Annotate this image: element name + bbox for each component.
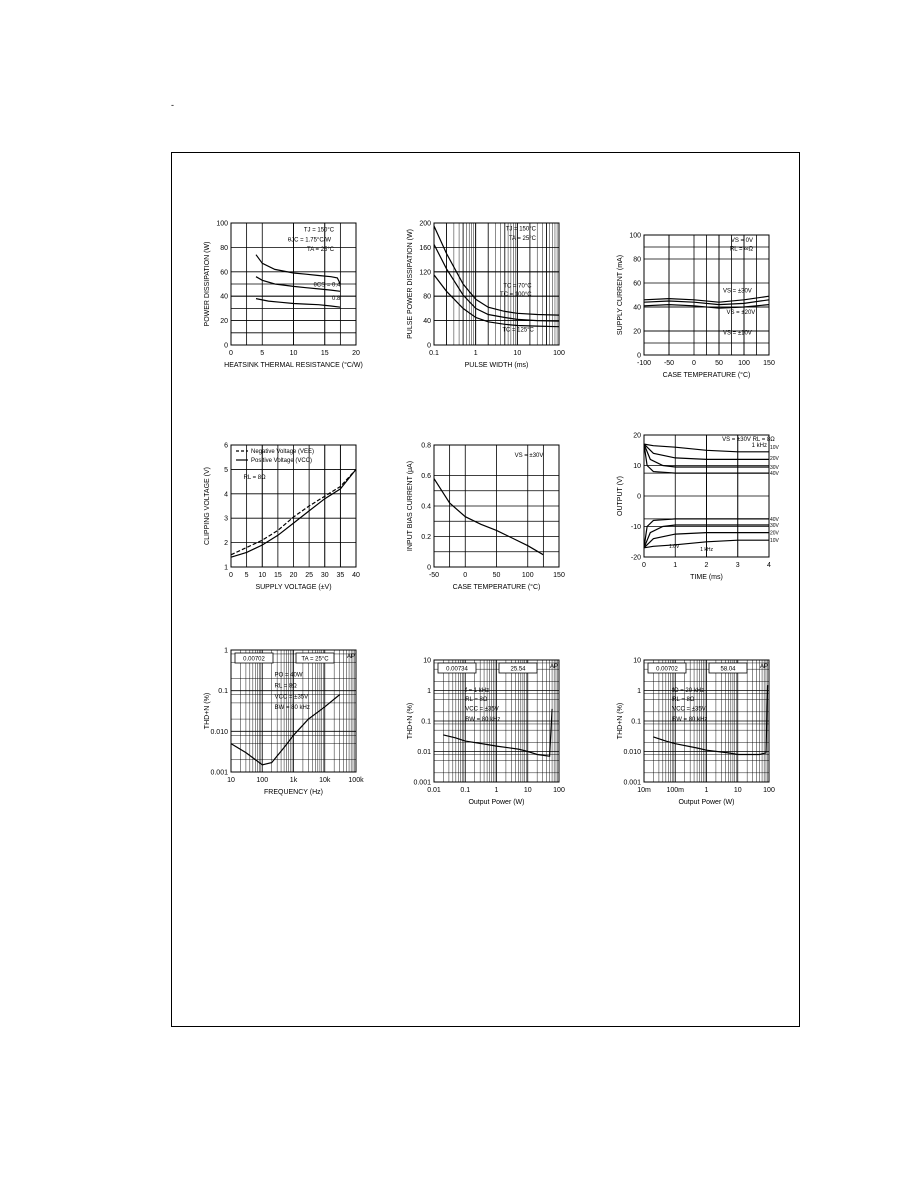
series-label: 30V <box>770 522 779 529</box>
x-tick-label: 10 <box>258 572 267 579</box>
x-tick-label: 50 <box>492 572 501 579</box>
annotation: TC = 70°C <box>503 283 532 290</box>
series-label: 30V <box>770 465 779 472</box>
y-tick-label: 1 <box>224 647 228 655</box>
x-tick-label: 1 <box>673 562 678 569</box>
annotation: VS = ±30V <box>723 288 752 295</box>
y-tick-label: 40 <box>423 318 431 326</box>
x-axis-label: CASE TEMPERATURE (°C) <box>452 584 541 591</box>
x-tick-label: 20 <box>289 572 298 579</box>
chart-pulse-power <box>398 213 573 375</box>
y-tick-label: 0.4 <box>421 503 431 511</box>
y-tick-label: 10 <box>633 657 641 665</box>
y-tick-label: 0.2 <box>421 534 431 541</box>
annotation: TA = 25°C <box>508 236 536 243</box>
y-tick-label: 1 <box>224 564 228 572</box>
y-tick-label: 20 <box>633 328 641 336</box>
chart-thd-vs-frequency <box>195 640 370 802</box>
x-tick-label: 40 <box>352 572 360 579</box>
series-line-1 <box>434 226 559 315</box>
y-tick-label: 0 <box>427 342 431 350</box>
y-tick-label: 0.01 <box>417 749 431 756</box>
x-axis-label: Output Power (W) <box>678 799 735 806</box>
annotation: BW = 80 kHz <box>465 717 501 723</box>
y-tick-label: 100 <box>216 220 228 228</box>
x-axis-label: CASE TEMPERATURE (°C) <box>662 372 751 379</box>
y-axis-label: THD+N (%) <box>407 702 414 740</box>
legend-entry: Positive Voltage (VCC) <box>251 458 313 464</box>
y-tick-label: 0 <box>637 493 641 501</box>
ap-label: AP <box>346 654 355 660</box>
annotation: TC = 125°C <box>502 327 534 334</box>
y-axis-label: POWER DISSIPATION (W) <box>204 241 211 327</box>
annotation: VS = ±10V <box>723 330 752 337</box>
y-tick-label: 80 <box>423 293 431 301</box>
y-tick-label: -10 <box>630 524 641 531</box>
x-tick-label: 2 <box>704 562 709 569</box>
x-axis-label: Output Power (W) <box>468 799 525 806</box>
page-corner-mark: - <box>171 100 174 110</box>
annotation: fO = 20 kHz <box>672 687 705 694</box>
x-tick-label: 10 <box>227 777 235 784</box>
annotation: f = 1 kHz <box>465 687 490 694</box>
series-label: 1 kHz <box>700 546 714 553</box>
chart-power-vs-heatsink <box>195 213 370 375</box>
series-label: 10V <box>770 445 779 452</box>
readout-value: 25.54 <box>510 666 526 673</box>
x-tick-label: 20 <box>352 350 360 357</box>
y-tick-label: 160 <box>419 244 431 252</box>
y-tick-label: 120 <box>419 269 431 277</box>
x-tick-label: 100k <box>348 777 364 784</box>
series-label: 20V <box>770 455 779 462</box>
chart-thd-vs-power-20khz <box>608 650 783 812</box>
y-tick-label: 0.010 <box>623 749 641 756</box>
x-tick-label: 100m <box>666 787 685 794</box>
y-tick-label: 6 <box>224 442 228 450</box>
y-tick-label: 100 <box>629 232 641 240</box>
x-tick-label: 10 <box>289 350 298 357</box>
annotation: VS = ±30V <box>514 453 544 460</box>
y-tick-label: 0.8 <box>421 442 431 450</box>
y-tick-label: 10 <box>633 463 641 470</box>
x-tick-label: 10m <box>637 787 651 794</box>
y-tick-label: 4 <box>224 491 228 499</box>
annotation: RL = 8Ω <box>243 475 266 482</box>
series-line-1 <box>434 479 543 555</box>
y-axis-label: INPUT BIAS CURRENT (μA) <box>407 460 414 552</box>
series-label: 20V <box>770 530 779 537</box>
annotation: BW = 80 kHz <box>672 717 708 723</box>
y-axis-label: THD+N (%) <box>617 702 624 740</box>
legend-entry: Negative Voltage (VEE) <box>251 449 315 455</box>
x-tick-label: 100 <box>738 360 750 367</box>
annotation: θCS = 0.4 <box>313 282 341 289</box>
series-label: 40V <box>770 516 779 523</box>
x-tick-label: 0 <box>642 562 646 569</box>
series-label: 1.0V <box>669 543 680 550</box>
y-tick-label: 2 <box>224 540 228 548</box>
ap-label: AP <box>759 664 768 670</box>
annotation: VCC = ±35V <box>465 706 499 713</box>
x-tick-label: 150 <box>763 360 775 367</box>
y-tick-label: 1 <box>637 688 641 695</box>
y-tick-label: 0.1 <box>421 718 431 726</box>
x-tick-label: 15 <box>320 350 329 357</box>
y-tick-label: 80 <box>633 256 641 264</box>
series-line-3 <box>256 299 340 308</box>
x-tick-label: 10 <box>513 350 522 357</box>
annotation: 0.8 <box>332 295 341 302</box>
x-tick-label: 150 <box>553 572 565 579</box>
annotation: RL = 8Ω <box>672 697 695 704</box>
x-tick-label: -50 <box>663 360 675 367</box>
y-tick-label: 0.1 <box>631 718 641 726</box>
annotation: VS = ±30V RL = 8Ω <box>722 437 775 444</box>
x-tick-label: -50 <box>428 572 440 579</box>
annotation: TJ = 150°C <box>303 227 335 234</box>
y-tick-label: 0.001 <box>210 769 228 777</box>
y-tick-label: 0.1 <box>218 688 228 696</box>
annotation: RL = 8Ω <box>274 683 297 690</box>
y-axis-label: SUPPLY CURRENT (mA) <box>617 254 624 336</box>
series-label: 10V <box>770 538 779 545</box>
chart-input-bias <box>398 435 573 597</box>
readout-value: TA = 25°C <box>301 656 329 663</box>
annotation: PO = 40W <box>274 672 303 679</box>
y-tick-label: 10 <box>423 657 431 665</box>
x-tick-label: 50 <box>715 360 723 367</box>
readout-value: 0.00702 <box>656 666 678 673</box>
ap-label: AP <box>549 664 558 670</box>
y-tick-label: 0.010 <box>210 728 228 736</box>
annotation: VCC = ±35V <box>672 706 706 713</box>
x-tick-label: 3 <box>735 562 740 569</box>
annotation: TC = 100°C <box>500 292 532 299</box>
x-tick-label: 0.1 <box>460 787 471 794</box>
x-tick-label: 10k <box>319 777 331 784</box>
chart-supply-current <box>608 225 783 385</box>
x-tick-label: 0 <box>229 572 233 579</box>
y-tick-label: 0 <box>637 352 641 360</box>
y-tick-label: 0.6 <box>421 473 431 480</box>
x-tick-label: 25 <box>305 572 314 579</box>
chart-turn-on <box>608 425 783 587</box>
series-line-1 <box>256 255 340 284</box>
series-line-3 <box>434 275 559 327</box>
y-tick-label: 20 <box>633 432 641 440</box>
y-tick-label: 40 <box>220 293 228 301</box>
x-tick-label: 5 <box>244 572 249 579</box>
y-tick-label: 1 <box>427 688 431 695</box>
x-tick-label: 1k <box>289 777 298 784</box>
y-tick-label: 0.001 <box>413 779 431 787</box>
y-tick-label: 0.001 <box>623 779 641 787</box>
x-tick-label: 100 <box>553 350 565 357</box>
x-tick-label: 10 <box>523 787 532 794</box>
x-tick-label: 35 <box>336 572 345 579</box>
y-tick-label: 0 <box>224 342 228 350</box>
y-tick-label: 80 <box>220 244 228 252</box>
x-tick-label: 100 <box>763 787 775 794</box>
x-axis-label: PULSE WIDTH (ms) <box>464 362 529 369</box>
x-tick-label: 15 <box>273 572 282 579</box>
annotation: VS = ±20V <box>726 310 756 317</box>
annotation: TA = 25°C <box>306 247 335 254</box>
annotation: 1 kHz <box>751 443 767 450</box>
chart-clipping-voltage <box>195 435 370 597</box>
annotation: VS = 0V <box>730 238 753 245</box>
y-axis-label: THD+N (%) <box>204 692 211 730</box>
annotation: VCC = ±35V <box>274 694 309 701</box>
readout-value: 58.04 <box>720 666 736 673</box>
annotation: θJC = 1.75°C/W <box>287 237 331 244</box>
annotation: RL = ∞Ω <box>729 246 753 253</box>
x-tick-label: 1 <box>704 787 709 794</box>
x-tick-label: -100 <box>636 360 652 367</box>
x-axis-label: HEATSINK THERMAL RESISTANCE (°C/W) <box>224 362 363 369</box>
annotation: TJ = 150°C <box>505 226 536 233</box>
readout-value: 0.00734 <box>446 666 468 673</box>
y-tick-label: -20 <box>630 554 641 562</box>
annotation: RL = 8Ω <box>465 697 488 704</box>
chart-thd-vs-power-1khz <box>398 650 573 812</box>
x-tick-label: 5 <box>260 350 265 357</box>
annotation: BW = 80 kHz <box>274 705 310 712</box>
x-tick-label: 0.01 <box>427 787 441 794</box>
readout-value: 0.00702 <box>243 656 265 663</box>
x-tick-label: 10 <box>733 787 742 794</box>
series-line-1 <box>443 706 552 756</box>
x-tick-label: 100 <box>256 777 269 784</box>
x-tick-label: 30 <box>320 572 329 579</box>
y-axis-label: CLIPPING VOLTAGE (V) <box>204 467 211 545</box>
y-tick-label: 60 <box>220 269 228 277</box>
y-tick-label: 20 <box>220 318 228 326</box>
x-tick-label: 0.1 <box>429 350 439 357</box>
x-axis-label: TIME (ms) <box>690 574 723 581</box>
y-tick-label: 60 <box>633 280 641 288</box>
y-axis-label: PULSE POWER DISSIPATION (W) <box>407 229 414 339</box>
y-axis-label: OUTPUT (V) <box>617 476 624 516</box>
series-label: 40V <box>770 471 779 478</box>
x-axis-label: FREQUENCY (Hz) <box>264 789 323 796</box>
x-tick-label: 100 <box>521 572 534 579</box>
y-tick-label: 40 <box>633 304 641 312</box>
y-tick-label: 0 <box>427 564 431 572</box>
x-tick-label: 0 <box>692 360 696 367</box>
x-axis-label: SUPPLY VOLTAGE (±V) <box>255 584 332 591</box>
y-tick-label: 200 <box>419 220 431 228</box>
x-tick-label: 4 <box>767 562 771 569</box>
x-tick-label: 0 <box>463 572 468 579</box>
y-tick-label: 3 <box>224 515 228 523</box>
x-tick-label: 1 <box>473 350 478 357</box>
x-tick-label: 0 <box>229 350 233 357</box>
x-tick-label: 1 <box>494 787 499 794</box>
x-tick-label: 100 <box>553 787 565 794</box>
y-tick-label: 5 <box>224 466 228 474</box>
